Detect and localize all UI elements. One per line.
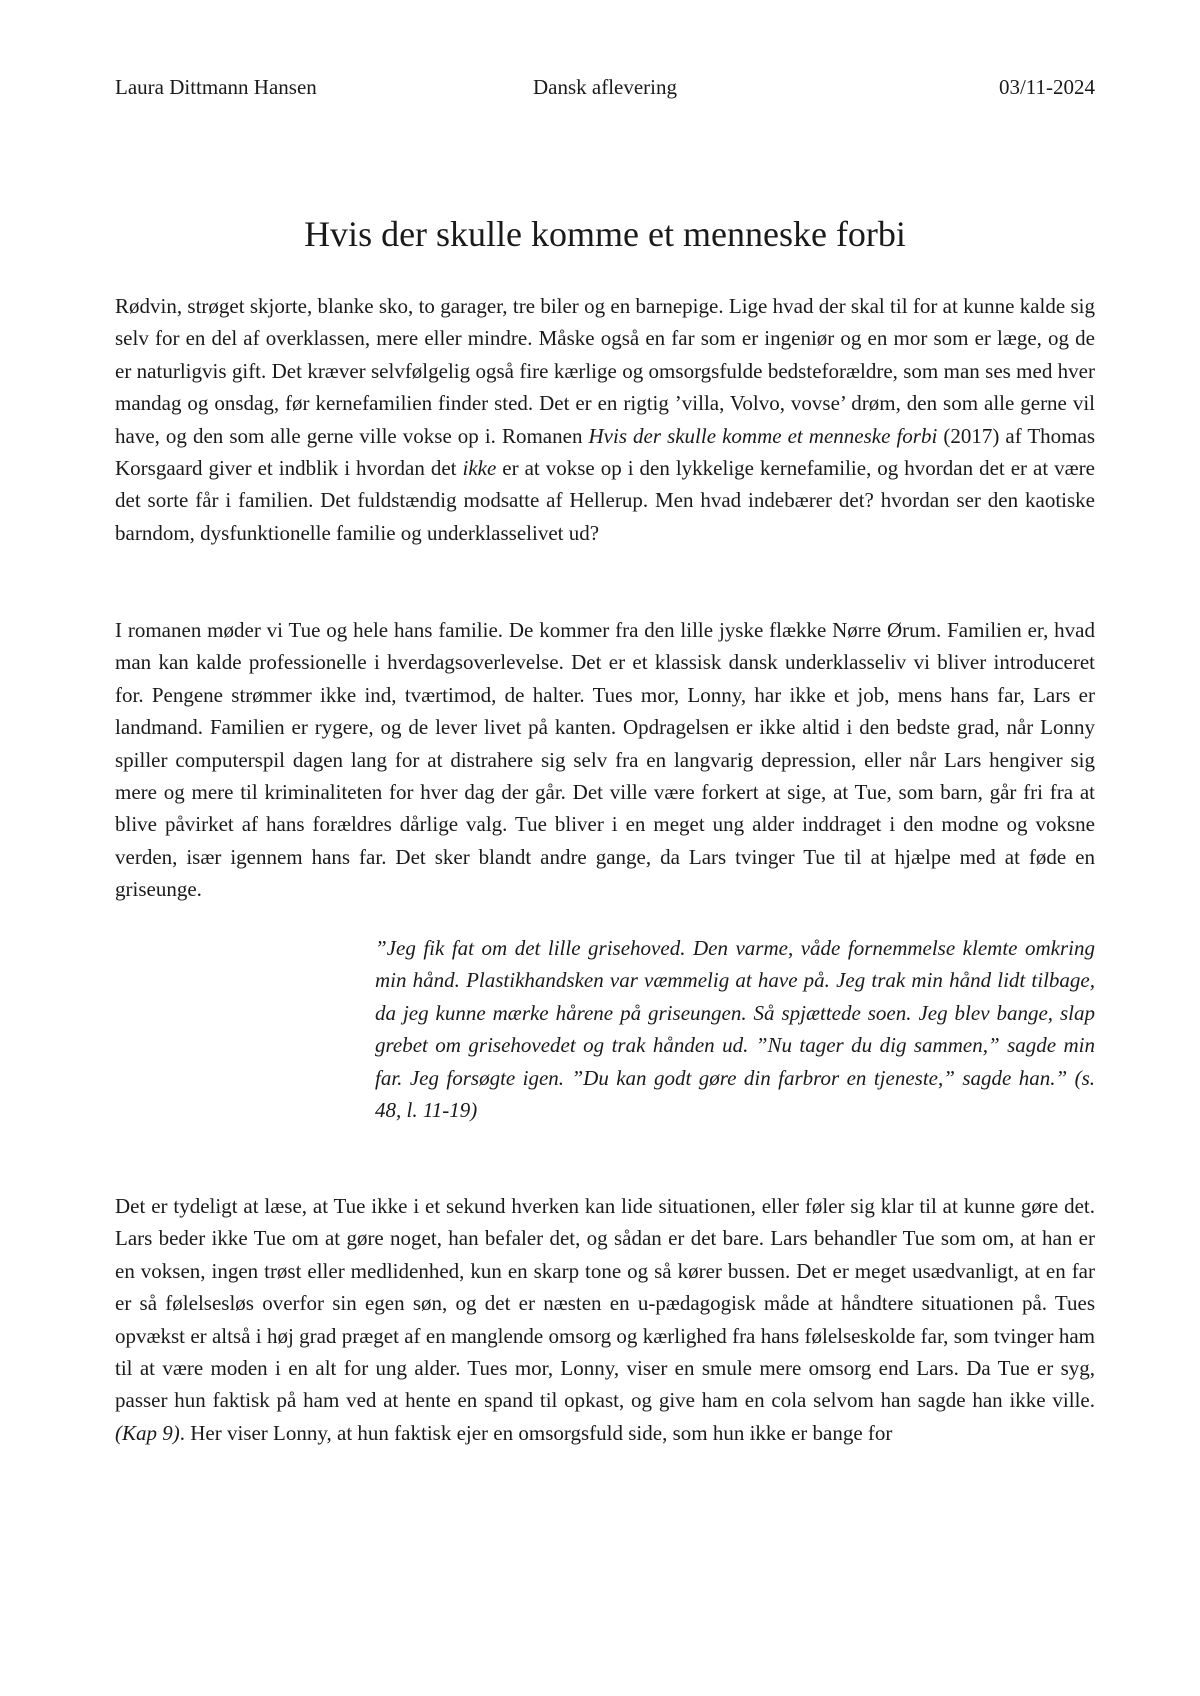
paragraph-analysis bbox=[115, 1190, 1095, 1449]
emphasis-ikke: ikke bbox=[462, 456, 497, 481]
book-title: Hvis der skulle komme et menneske forbi bbox=[588, 423, 938, 448]
header-author: Laura Dittmann Hansen bbox=[115, 75, 317, 99]
paragraph-intro-part-c: er at vokse op i den lykkelige kernefamilie, og hvordan det er at være det sorte får i familien. Det fuldstændig modsatte af Hellerup. Men hvad indebærer det? hvordan ser den kaotiske barndom, dysfunktionelle familie og underklasselivet ud? bbox=[115, 456, 1095, 545]
paragraph-intro-part-a: Rødvin, strøget skjorte, blanke sko, to garager, tre biler og en barnepige. Lige hvad der skal til for at kunne kalde sig selv for en del af overklassen, mere eller mindre. Måske også en far som er ingeniør og en mor som er læge, og de er naturligvis gift. Det kræver selvfølgelig også fire kærlige og omsorgsfulde bedsteforældre, som man ses med hver mandag og onsdag, før kernefamilien finder sted. Det er en rigtig ’villa, Volvo, vovse’ drøm, den som alle gerne vil have, og den som alle gerne ville vokse op i. Romanen bbox=[115, 294, 1095, 448]
page-header bbox=[115, 72, 1095, 102]
block-quote: ”Jeg fik fat om det lille grisehoved. Den varme, våde fornemmelse klemte omkring min hånd. Plastikhandsken var væmmelig at have på. Jeg trak min hånd lidt tilbage, da jeg kunne mærke hårene på griseungen. Så spjættede soen. Jeg blev bange, slap grebet om grisehovedet og trak hånden ud. ”Nu tager du dig sammen,” sagde min far. Jeg forsøgte igen. ”Du kan godt gøre din farbror en tjeneste,” sagde han.” (s. 48, l. 11-19) bbox=[375, 936, 1095, 1123]
paragraph-analysis-part-a: Det er tydeligt at læse, at Tue ikke i et sekund hverken kan lide situationen, eller føler sig klar til at kunne gøre det. Lars beder ikke Tue om at gøre noget, han befaler det, og sådan er det bare. Lars behandler Tue som om, at han er en voksen, ingen trøst eller medlidenhed, kun en skarp tone og så kører bussen. Det er meget usædvanligt, at en far er så følelsesløs overfor sin egen søn, og det er næsten en u-pædagogisk måde at håndtere situationen på. Tues opvækst er altså i høj grad præget af en manglende omsorg og kærlighed fra hans følelseskolde far, som tvinger ham til at være moden i en alt for ung alder. Tues mor, Lonny, viser en smule mere omsorg end Lars. Da Tue er syg, passer hun faktisk på ham ved at hente en spand til opkast, og give ham en cola selvom han sagde han ikke ville. bbox=[115, 1194, 1095, 1413]
paragraph-analysis-part-b: . Her viser Lonny, at hun faktisk ejer en omsorgsfuld side, som hun ikke er bange for bbox=[179, 1420, 893, 1445]
document-title: Hvis der skulle komme et menneske forbi bbox=[304, 214, 906, 254]
paragraph-intro-part-b: (2017) af Thomas Korsgaard giver et indblik i hvordan det bbox=[115, 423, 1096, 481]
header-subject: Dansk aflevering bbox=[532, 75, 678, 99]
header-date: 03/11-2024 bbox=[998, 75, 1095, 99]
paragraph-intro bbox=[115, 290, 1095, 549]
chapter-citation: (Kap 9) bbox=[115, 1420, 180, 1445]
paragraph-family: I romanen møder vi Tue og hele hans familie. De kommer fra den lille jyske flække Nørre Ørum. Familien er, hvad man kan kalde professionelle i hverdagsoverlevelse. Det er et klassisk dansk underklasseliv vi bliver introduceret for. Pengene strømmer ikke ind, tværtimod, de halter. Tues mor, Lonny, har ikke et job, mens hans far, Lars er landmand. Familien er rygere, og de lever livet på kanten. Opdragelsen er ikke altid i den bedste grad, når Lonny spiller computerspil dagen lang for at distrahere sig selv fra en langvarig depression, eller når Lars hengiver sig mere og mere til kriminaliteten for hver dag der går. Det ville være forkert at sige, at Tue, som barn, går fri fra at blive påvirket af hans forældres dårlige valg. Tue bliver i en meget ung alder inddraget i den modne og voksne verden, især igennem hans far. Det sker blandt andre gange, da Lars tvinger Tue til at hjælpe med at føde en griseunge. bbox=[115, 618, 1095, 902]
